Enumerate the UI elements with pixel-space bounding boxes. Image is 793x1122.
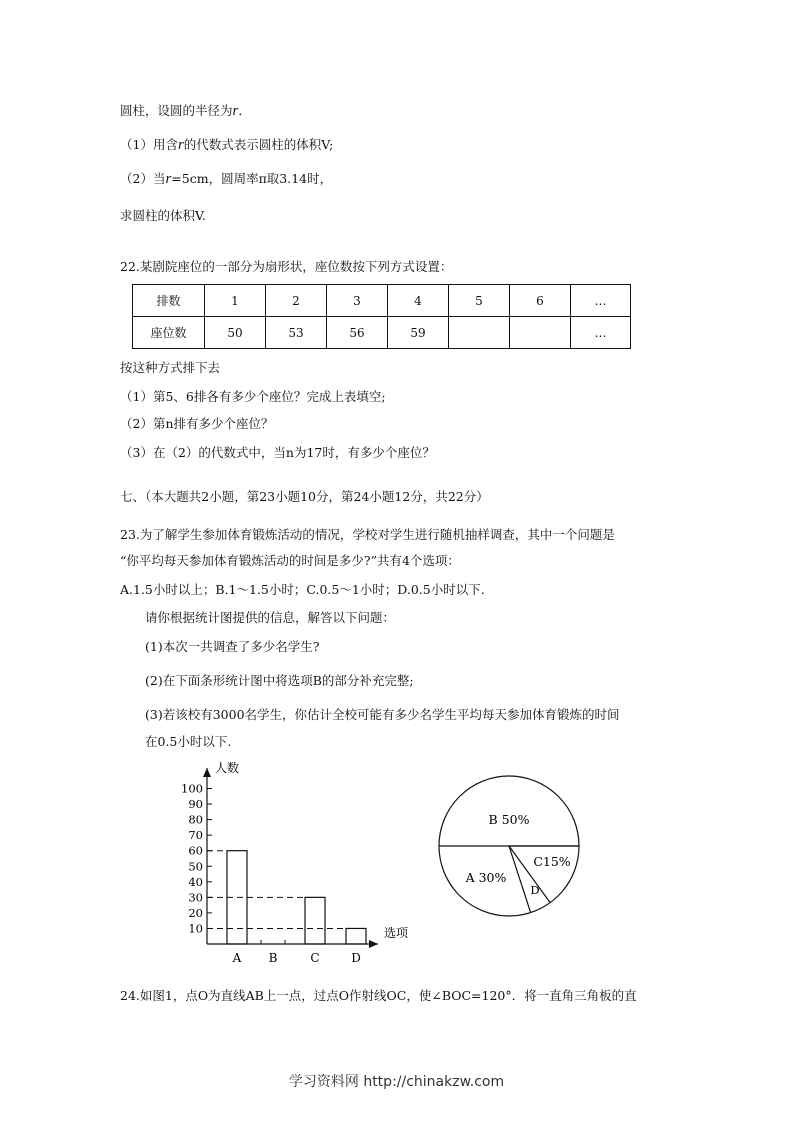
y-tick-label: 60 (188, 843, 203, 858)
table-cell: … (571, 317, 631, 349)
pie-slice-edge (509, 846, 531, 913)
table-cell: 6 (510, 285, 571, 317)
y-tick-label: 70 (188, 828, 203, 843)
table-cell: 50 (205, 317, 266, 349)
q23-sub3a: (3)若该校有3000名学生，你估计全校可能有多少名学生平均每天参加体育锻炼的时间 (145, 707, 620, 722)
q22-title: 22.某剧院座位的一部分为扇形状，座位数按下列方式设置： (120, 259, 453, 274)
q23-line3: A.1.5小时以上；B.1～1.5小时；C.0.5～1小时；D.0.5小时以下. (120, 582, 485, 597)
table-cell: 4 (388, 285, 449, 317)
q23-line2: “你平均每天参加体育锻炼活动的时间是多少?”共有4个选项： (120, 553, 460, 568)
y-tick-label: 40 (188, 874, 203, 889)
table-cell: 3 (327, 285, 388, 317)
q23-sub1: (1)本次一共调查了多少名学生? (145, 639, 320, 654)
pie-slice-label-1: B 50% (488, 812, 530, 827)
table-cell: 59 (388, 317, 449, 349)
y-tick-label: 20 (188, 905, 203, 920)
table-cell: 5 (449, 285, 510, 317)
table-cell: 53 (266, 317, 327, 349)
pie-slice-label-3: D (530, 883, 540, 897)
q23-sub2: (2)在下面条形统计图中将选项B的部分补充完整; (145, 673, 414, 688)
q22-sub2: （2）第n排有多少个座位？ (120, 416, 274, 431)
y-tick-label: 90 (188, 797, 203, 812)
q21-line3: （2）当r=5cm，圆周率π取3.14时， (120, 171, 333, 187)
pie-slice-label-4: A 30% (465, 870, 507, 885)
table-cell: 2 (266, 285, 327, 317)
q22-sub3: （3）在（2）的代数式中，当n为17时，有多少个座位？ (120, 445, 435, 460)
table-cell: 1 (205, 285, 266, 317)
y-tick-label: 100 (181, 781, 203, 796)
y-tick-label: 30 (188, 890, 203, 905)
table-cell: 56 (327, 317, 388, 349)
y-tick-label: 10 (188, 921, 203, 936)
x-axis-label: 选项 (384, 926, 409, 940)
q23-sub3b: 在0.5小时以下. (145, 734, 232, 749)
q23-line1: 23.为了解学生参加体育锻炼活动的情况，学校对学生进行随机抽样调查，其中一个问题是 (120, 527, 615, 542)
q22-after: 按这种方式排下去 (120, 360, 221, 375)
x-tick-label: D (351, 951, 361, 965)
table-cell: 排数 (133, 285, 205, 317)
pie-slice-label-2: C15% (533, 854, 571, 869)
q24-line1: 24.如图1，点O为直线AB上一点，过点O作射线OC，使∠BOC=120°．将一直角三角板的直 (120, 988, 637, 1003)
pie-chart-slices (439, 776, 579, 916)
q23-line4: 请你根据统计图提供的信息，解答以下问题： (145, 610, 396, 625)
y-tick-label: 50 (188, 859, 203, 874)
x-tick-label: B (268, 951, 278, 965)
x-tick-label: A (232, 951, 242, 965)
q21-line4: 求圆柱的体积V. (120, 208, 206, 223)
q21-line1: 圆柱，设圆的半径为r． (120, 103, 251, 119)
x-tick-label: C (310, 951, 320, 965)
y-tick-label: 80 (188, 812, 203, 827)
y-axis-label: 人数 (215, 761, 240, 775)
table-cell: 座位数 (133, 317, 205, 349)
section-heading: 七、（本大题共2小题，第23小题10分，第24小题12分，共22分） (120, 489, 489, 504)
table-cell: … (571, 285, 631, 317)
q21-line2: （1）用含r的代数式表示圆柱的体积V; (120, 137, 334, 153)
q22-sub1: （1）第5、6排各有多少个座位？完成上表填空; (120, 389, 386, 404)
footer-watermark: 学习资料网 http://chinakzw.com (288, 1074, 505, 1090)
